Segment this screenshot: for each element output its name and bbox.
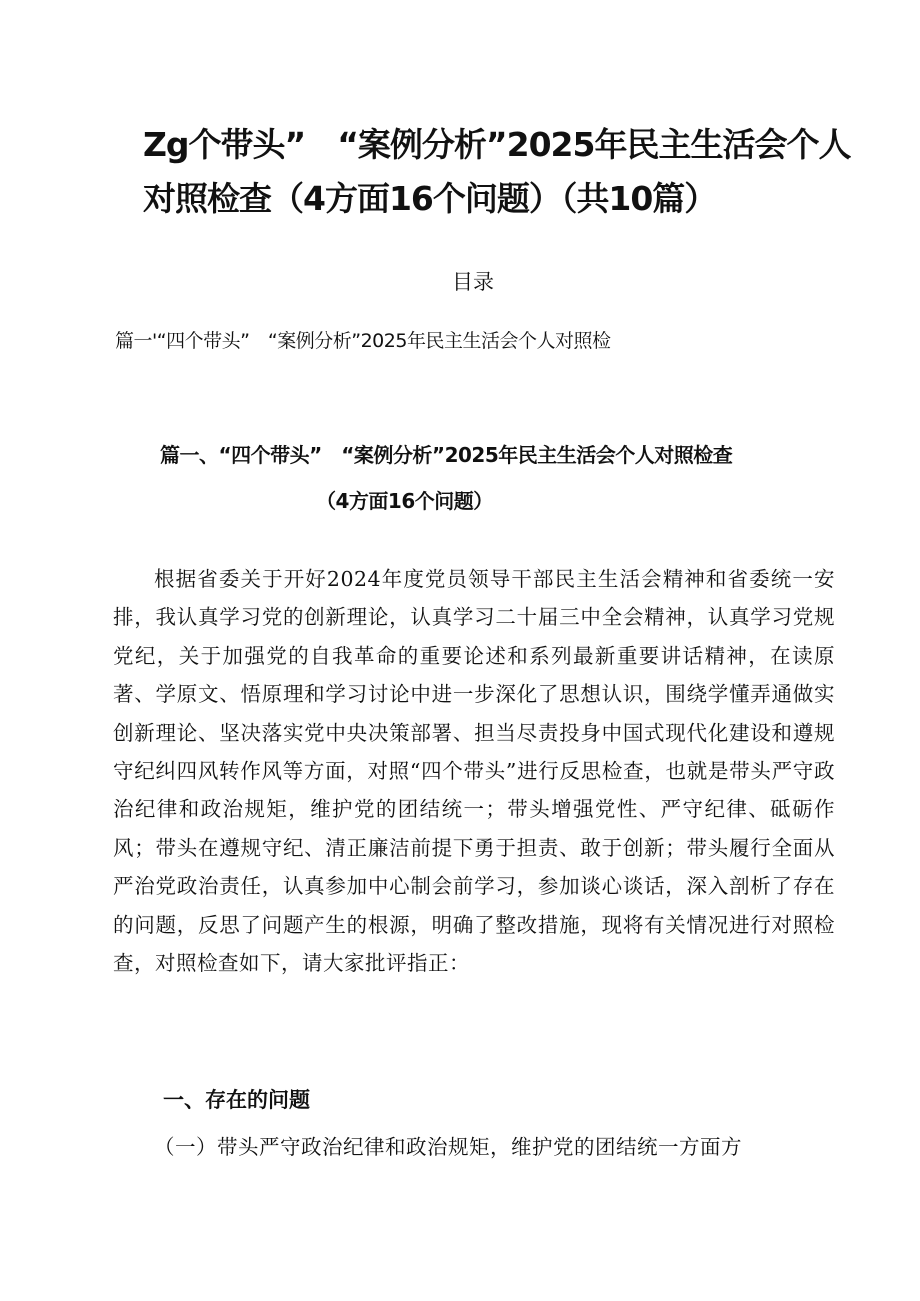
- section-title: [160, 432, 850, 524]
- title-line-2: 对照检查（4方面16个问题）（共10篇）: [143, 179, 717, 218]
- intro-paragraph: 根据省委关于开好2024年度党员领导干部民主生活会精神和省委统一安排，我认真学习党的创新理论，认真学习二十届三中全会精神，认真学习党规党纪，关于加强党的自我革命的重要论述和系列最新重要讲话精神，在读原著、学原文、悟原理和学习讨论中进一步深化了思想认识，围绕学懂弄通做实创新理论、坚决落实党中央决策部署、担当尽责投身中国式现代化建设和遵规守纪纠四风转作风等方面，对照“四个带头”进行反思检查，也就是带头严守政治纪律和政治规矩，维护党的团结统一；带头增强党性、严守纪律、砥砺作风；带头在遵规守纪、清正廉洁前提下勇于担责、敢于创新；带头履行全面从严治党政治责任，认真参加中心制会前学习，参加谈心谈话，深入剖析了存在的问题，反思了问题产生的根源，明确了整改措施，现将有关情况进行对照检查，对照检查如下，请大家批评指正：: [113, 567, 835, 976]
- toc-heading: 目录: [452, 270, 494, 294]
- section-heading: 一、存在的问题: [163, 1088, 310, 1112]
- section-title-line-1: 篇一、“四个带头” “案例分析”2025年民主生活会个人对照检查: [160, 443, 733, 467]
- toc-item[interactable]: 篇一'“四个带头” “案例分析”2025年民主生活会个人对照检: [115, 330, 611, 352]
- subsection-heading: （一）带头严守政治纪律和政治规矩，维护党的团结统一方面方: [154, 1135, 742, 1159]
- document-title: [143, 118, 851, 226]
- section-title-line-2: （4方面16个问题）: [316, 489, 493, 513]
- title-line-1: Zg个带头” “案例分析”2025年民主生活会个人: [143, 125, 851, 164]
